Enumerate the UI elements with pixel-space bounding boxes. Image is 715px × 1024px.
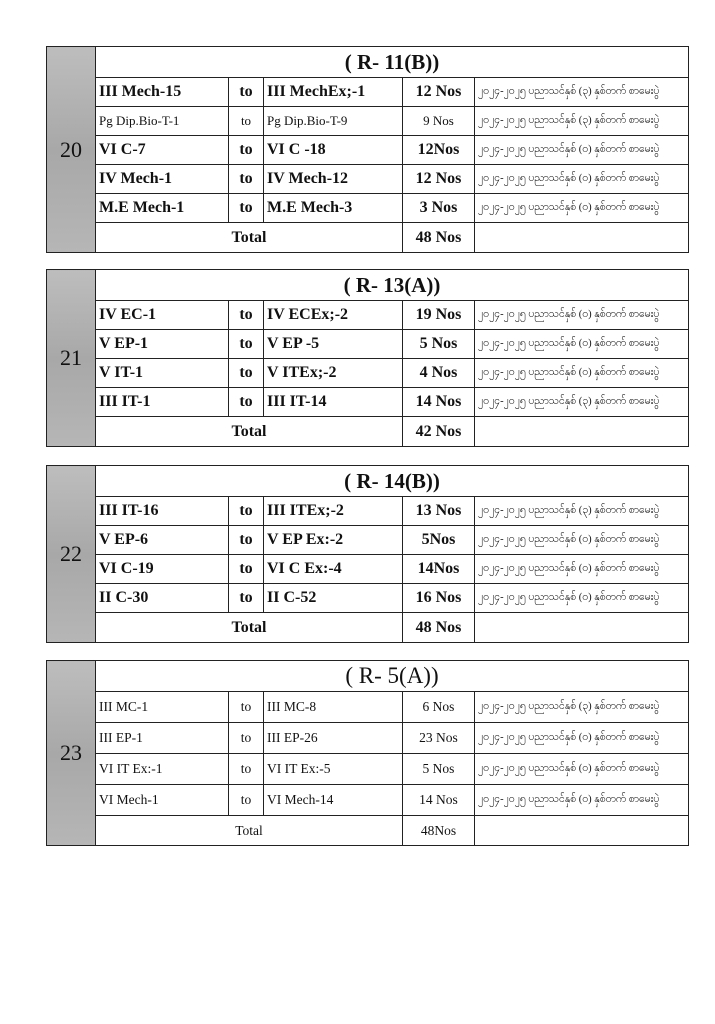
exam-note: ၂၀၂၄-၂၀၂၅ ပညာသင်နှစ် (၀) နှစ်တက် စာမေးပွဲ (475, 330, 689, 359)
exam-note: ၂၀၂၄-၂၀၂၅ ပညာသင်နှစ် (၃) နှစ်တက် စာမေးပွဲ (475, 388, 689, 417)
student-count: 23 Nos (403, 723, 475, 754)
to-label: to (229, 359, 264, 388)
roll-from: IV Mech-1 (96, 165, 229, 194)
table-row (47, 754, 689, 785)
roll-to: V EP Ex:-2 (264, 526, 403, 555)
roll-to: VI IT Ex:-5 (264, 754, 403, 785)
total-label: Total (96, 417, 403, 447)
room-table-23 (46, 660, 689, 846)
roll-from: VI IT Ex:-1 (96, 754, 229, 785)
roll-to: III MechEx;-1 (264, 78, 403, 107)
empty-cell (475, 223, 689, 253)
student-count: 16 Nos (403, 584, 475, 613)
exam-note: ၂၀၂၄-၂၀၂၅ ပညာသင်နှစ် (၀) နှစ်တက် စာမေးပွဲ (475, 165, 689, 194)
to-label: to (229, 692, 264, 723)
roll-from: III EP-1 (96, 723, 229, 754)
total-count: 42 Nos (403, 417, 475, 447)
roll-from: M.E Mech-1 (96, 194, 229, 223)
block-number: 21 (47, 270, 96, 447)
to-label: to (229, 785, 264, 816)
roll-to: IV ECEx;-2 (264, 301, 403, 330)
roll-from: III Mech-15 (96, 78, 229, 107)
table-row (47, 301, 689, 330)
table-row (47, 359, 689, 388)
to-label: to (229, 584, 264, 613)
exam-note: ၂၀၂၄-၂၀၂၅ ပညာသင်နှစ် (၀) နှစ်တက် စာမေးပွဲ (475, 194, 689, 223)
empty-cell (475, 417, 689, 447)
total-label: Total (96, 223, 403, 253)
roll-from: IV EC-1 (96, 301, 229, 330)
room-heading: ( R- 14(B)) (96, 466, 689, 497)
room-table-20 (46, 46, 689, 253)
student-count: 12Nos (403, 136, 475, 165)
table-row (47, 692, 689, 723)
to-label: to (229, 78, 264, 107)
exam-note: ၂၀၂၄-၂၀၂၅ ပညာသင်နှစ် (၃) နှစ်တက် စာမေးပွဲ (475, 692, 689, 723)
table-row (47, 194, 689, 223)
table-row (47, 388, 689, 417)
roll-to: VI C Ex:-4 (264, 555, 403, 584)
table-row (47, 526, 689, 555)
exam-note: ၂၀၂၄-၂၀၂၅ ပညာသင်နှစ် (၀) နှစ်တက် စာမေးပွဲ (475, 785, 689, 816)
block-number: 22 (47, 466, 96, 643)
exam-note: ၂၀၂၄-၂၀၂၅ ပညာသင်နှစ် (၃) နှစ်တက် စာမေးပွဲ (475, 497, 689, 526)
student-count: 13 Nos (403, 497, 475, 526)
table-row (47, 555, 689, 584)
room-table-21 (46, 269, 689, 447)
student-count: 14 Nos (403, 388, 475, 417)
to-label: to (229, 165, 264, 194)
roll-from: V EP-1 (96, 330, 229, 359)
student-count: 3 Nos (403, 194, 475, 223)
table-row (47, 78, 689, 107)
table-row (47, 330, 689, 359)
table-row (47, 785, 689, 816)
total-label: Total (96, 613, 403, 643)
total-count: 48 Nos (403, 223, 475, 253)
empty-cell (475, 613, 689, 643)
student-count: 4 Nos (403, 359, 475, 388)
student-count: 6 Nos (403, 692, 475, 723)
to-label: to (229, 136, 264, 165)
total-count: 48Nos (403, 816, 475, 846)
roll-from: V IT-1 (96, 359, 229, 388)
total-row (47, 417, 689, 447)
to-label: to (229, 526, 264, 555)
roll-from: V EP-6 (96, 526, 229, 555)
exam-note: ၂၀၂၄-၂၀၂၅ ပညာသင်နှစ် (၀) နှစ်တက် စာမေးပွဲ (475, 359, 689, 388)
to-label: to (229, 723, 264, 754)
roll-to: IV Mech-12 (264, 165, 403, 194)
total-row (47, 223, 689, 253)
to-label: to (229, 301, 264, 330)
roll-to: VI Mech-14 (264, 785, 403, 816)
student-count: 14 Nos (403, 785, 475, 816)
exam-note: ၂၀၂၄-၂၀၂၅ ပညာသင်နှစ် (၀) နှစ်တက် စာမေးပွဲ (475, 584, 689, 613)
roll-to: Pg Dip.Bio-T-9 (264, 107, 403, 136)
student-count: 12 Nos (403, 165, 475, 194)
student-count: 5Nos (403, 526, 475, 555)
exam-note: ၂၀၂၄-၂၀၂၅ ပညာသင်နှစ် (၃) နှစ်တက် စာမေးပွဲ (475, 107, 689, 136)
roll-to: III MC-8 (264, 692, 403, 723)
to-label: to (229, 330, 264, 359)
student-count: 5 Nos (403, 754, 475, 785)
roll-to: III EP-26 (264, 723, 403, 754)
roll-from: III IT-16 (96, 497, 229, 526)
exam-note: ၂၀၂၄-၂၀၂၅ ပညာသင်နှစ် (၀) နှစ်တက် စာမေးပွဲ (475, 723, 689, 754)
roll-from: III MC-1 (96, 692, 229, 723)
exam-note: ၂၀၂၄-၂၀၂၅ ပညာသင်နှစ် (၀) နှစ်တက် စာမေးပွဲ (475, 136, 689, 165)
to-label: to (229, 754, 264, 785)
table-row (47, 107, 689, 136)
roll-from: VI C-19 (96, 555, 229, 584)
roll-from: VI C-7 (96, 136, 229, 165)
total-row (47, 613, 689, 643)
table-row (47, 723, 689, 754)
block-number: 23 (47, 661, 96, 846)
to-label: to (229, 497, 264, 526)
roll-to: II C-52 (264, 584, 403, 613)
roll-from: III IT-1 (96, 388, 229, 417)
room-heading: ( R- 11(B)) (96, 47, 689, 78)
to-label: to (229, 107, 264, 136)
total-count: 48 Nos (403, 613, 475, 643)
roll-to: M.E Mech-3 (264, 194, 403, 223)
to-label: to (229, 388, 264, 417)
student-count: 19 Nos (403, 301, 475, 330)
table-row (47, 136, 689, 165)
exam-note: ၂၀၂၄-၂၀၂၅ ပညာသင်နှစ် (၀) နှစ်တက် စာမေးပွဲ (475, 526, 689, 555)
to-label: to (229, 194, 264, 223)
table-row (47, 584, 689, 613)
student-count: 12 Nos (403, 78, 475, 107)
table-row (47, 165, 689, 194)
student-count: 5 Nos (403, 330, 475, 359)
student-count: 14Nos (403, 555, 475, 584)
roll-from: II C-30 (96, 584, 229, 613)
roll-to: V ITEx;-2 (264, 359, 403, 388)
room-heading: ( R- 5(A)) (96, 661, 689, 692)
total-row (47, 816, 689, 846)
roll-to: III ITEx;-2 (264, 497, 403, 526)
empty-cell (475, 816, 689, 846)
to-label: to (229, 555, 264, 584)
total-label: Total (96, 816, 403, 846)
roll-to: V EP -5 (264, 330, 403, 359)
exam-note: ၂၀၂၄-၂၀၂၅ ပညာသင်နှစ် (၀) နှစ်တက် စာမေးပွဲ (475, 555, 689, 584)
table-row (47, 497, 689, 526)
room-heading: ( R- 13(A)) (96, 270, 689, 301)
roll-to: VI C -18 (264, 136, 403, 165)
exam-note: ၂၀၂၄-၂၀၂၅ ပညာသင်နှစ် (၃) နှစ်တက် စာမေးပွဲ (475, 78, 689, 107)
exam-note: ၂၀၂၄-၂၀၂၅ ပညာသင်နှစ် (၀) နှစ်တက် စာမေးပွဲ (475, 754, 689, 785)
exam-note: ၂၀၂၄-၂၀၂၅ ပညာသင်နှစ် (၀) နှစ်တက် စာမေးပွဲ (475, 301, 689, 330)
roll-from: Pg Dip.Bio-T-1 (96, 107, 229, 136)
room-table-22 (46, 465, 689, 643)
roll-to: III IT-14 (264, 388, 403, 417)
student-count: 9 Nos (403, 107, 475, 136)
roll-from: VI Mech-1 (96, 785, 229, 816)
block-number: 20 (47, 47, 96, 253)
